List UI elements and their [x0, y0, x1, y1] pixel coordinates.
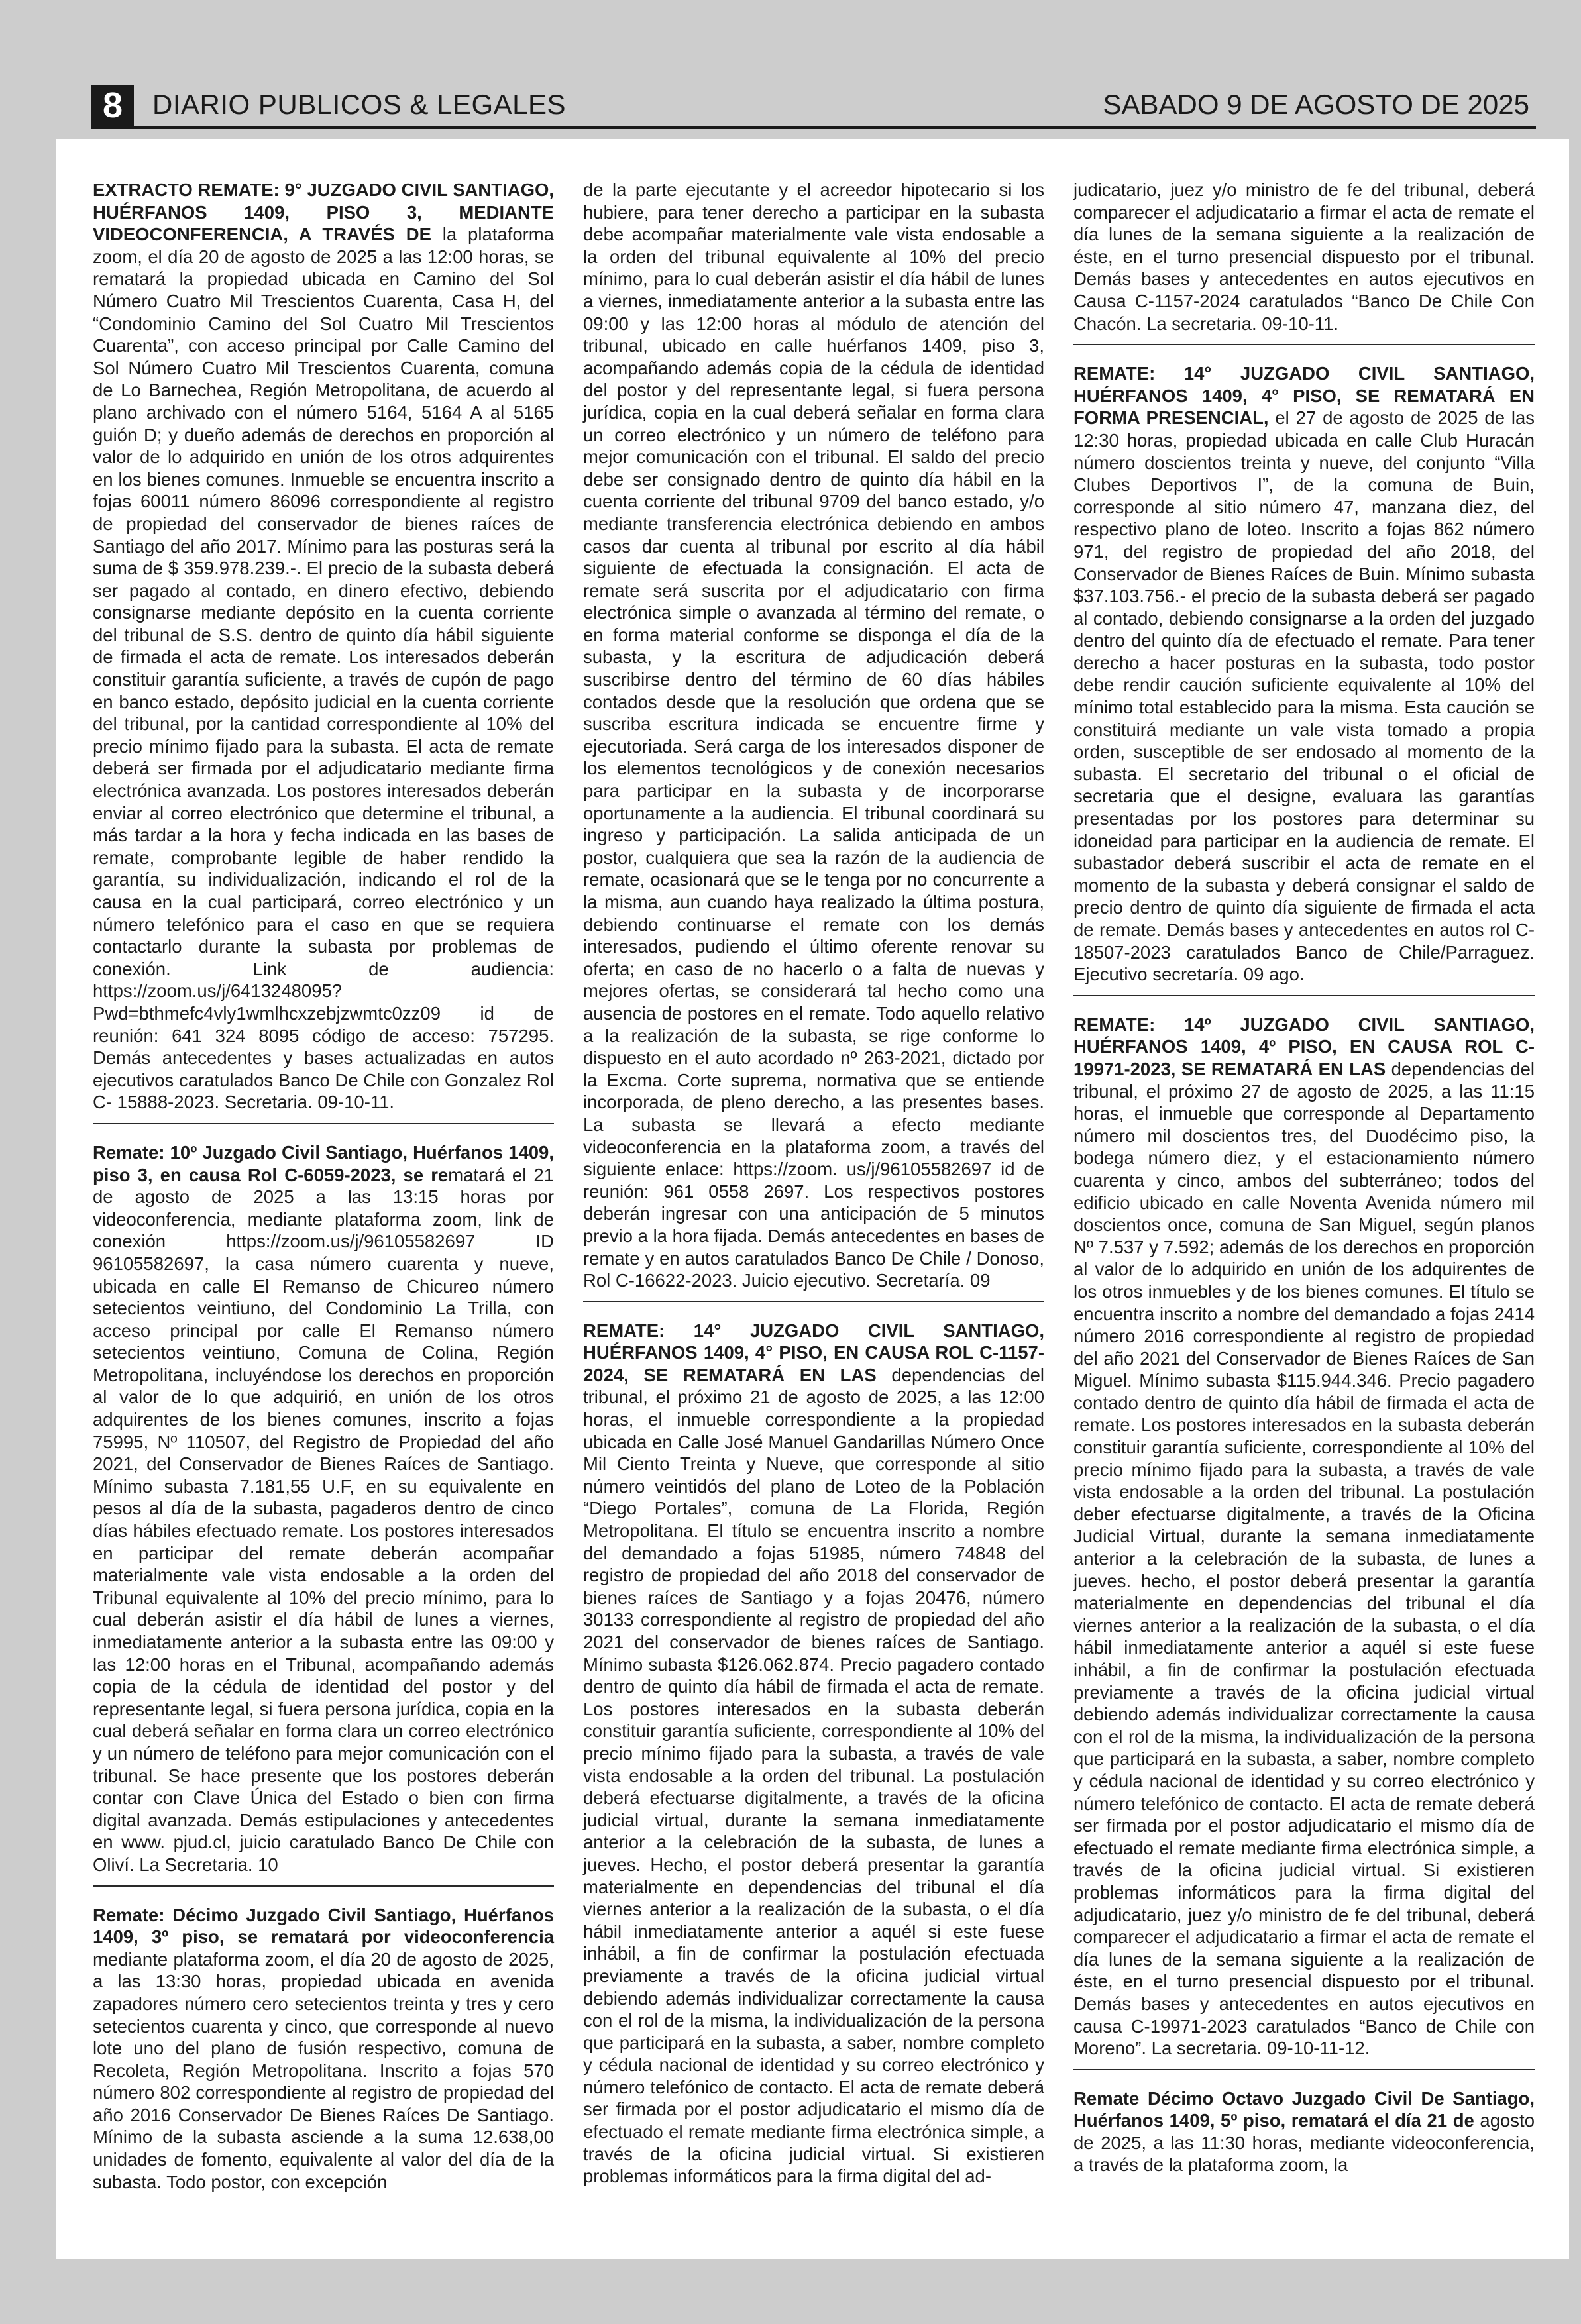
- notice-body: dependencias del tribunal, el próximo 27 de agosto de 2025, a las 11:15 horas, el inmueble que corresponde al Departamento número mil doscientos tres, del Duodécimo piso, la bodega número diez, y el estacionamiento número cuarenta y cinco, ambos del subterráneo; todos del edificio ubicado en calle Noventa Avenida número mil doscientos once, comuna de San Miguel, según planos Nº 7.537 y 7.592; además de los derechos en proporción al valor de lo adquirido en unión de los adquirentes de los otros inmuebles y de los bienes comunes. El título se encuentra inscrito a nombre del demandado a fojas 2414 número 2016 correspondiente al registro de propiedad del año 2021 del Conservador de Bienes Raíces de San Miguel. Mínimo subasta $115.944.346. Precio pagadero contado dentro de quinto día hábil de firmada el acta de remate. Los postores interesados en la subasta deberán constituir garantía suficiente, correspondiente al 10% del precio mínimo fijado para la subasta, a través de vale vista endosable a la orden del tribunal. La postulación deber efectuarse digitalmente, a través de la Oficina Judicial Virtual, durante la semana inmediatamente anterior a la celebración de la subasta, de lunes a jueves. hecho, el postor deberá presentar la garantía materialmente en dependencias del tribunal el día viernes anterior a la realización de la subasta, o el día hábil inmediatamente anterior a aquél si este fuese inhábil, a fin de confirmar la postulación efectuada previamente a través de la oficina judicial virtual debiendo además individualizar correctamente la causa con el rol de la misma, la individualización de la persona que participará en la subasta, a saber, nombre completo y cédula nacional de identidad y su correo electrónico y número telefónico de contacto. El acta de remate deberá ser firmada por el postor adjudicatario el mismo día de efectuado el remate mediante firma electrónica simple, a través de la oficina judicial virtual. Si existieren problemas informáticos para la firma digital del adjudicatario, juez y/o ministro de fe del tribunal, deberá comparecer el adjudicatario a firmar el acta de remate el día lunes de la semana siguiente a la realización de éste, en el turno presencial dispuesto por el tribunal. Demás bases y antecedentes en autos ejecutivos en causa C-19971-2023 caratulados “Banco de Chile con Moreno”. La secretaria. 09-10-11-12.: [1073, 1058, 1535, 2059]
- notice-separator: [1073, 995, 1535, 996]
- notice-continuation: [583, 179, 1044, 1292]
- notice-separator: [583, 1301, 1044, 1302]
- notice-separator: [93, 1885, 554, 1887]
- column-2: [583, 179, 1044, 2194]
- notice-heading: EXTRACTO REMATE: 9° JUZGADO CIVIL SANTIAGO, HUÉRFANOS 1409, PISO 3, MEDIANTE VIDEOCONFERENCIA, A TRAVÉS DE: [93, 180, 554, 245]
- notice-heading: REMATE: 14º JUZGADO CIVIL SANTIAGO, HUÉRFANOS 1409, 4º PISO, EN CAUSA ROL C-19971-2023, SE REMATARÁ EN LAS: [1073, 1014, 1535, 1079]
- notice-14-juzgado-san-miguel: [1073, 1014, 1535, 2060]
- notice-heading: REMATE: 14° JUZGADO CIVIL SANTIAGO, HUÉRFANOS 1409, 4° PISO, EN CAUSA ROL C-1157-2024, SE REMATARÁ EN LAS: [583, 1320, 1044, 1385]
- notice-body: el 27 de agosto de 2025 de las 12:30 horas, propiedad ubicada en calle Club Huracán número doscientos treinta y nueve, del conjunto “Villa Clubes Deportivos I”, de la comuna de Buin, corresponde al sitio número 47, manzana diez, del respectivo plano de loteo. Inscrito a fojas 862 número 971, del registro de propiedad del año 2018, del Conservador de Bienes Raíces de Buin. Mínimo subasta $37.103.756.- el precio de la subasta deberá ser pagado al contado, debiendo consignarse a la orden del juzgado dentro del quinto día de efectuado el remate. Para tener derecho a hacer posturas en la subasta, todo postor debe rendir caución suficiente equivalente al 10% del mínimo total establecido para la misma. Esta caución se constituirá mediante un vale vista tomado a propia orden, susceptible de ser endosado al momento de la subasta. El secretario del tribunal o el oficial de secretaria que el designe, evaluara las garantías presentadas por los postores para determinar su idoneidad para participar en la audiencia de remate. El subastador deberá suscribir el acta de remate en el momento de la subasta y deberá consignar el saldo de precio dentro de quinto día siguiente de firmada el acta de remate. Demás bases y antecedentes en autos rol C-18507-2023 caratulados Banco de Chile/Parraguez. Ejecutivo secretaría. 09 ago.: [1073, 407, 1535, 985]
- masthead: [91, 85, 1536, 129]
- notice-14-juzgado-la-florida: [583, 1320, 1044, 2188]
- notice-9-juzgado: [93, 179, 554, 1114]
- notice-continuation: [1073, 179, 1535, 335]
- column-1: [93, 179, 554, 2199]
- notice-separator: [1073, 344, 1535, 345]
- publication-date: SABADO 9 DE AGOSTO DE 2025: [1103, 89, 1529, 120]
- notice-separator: [1073, 2069, 1535, 2070]
- page-number: 8: [91, 85, 134, 126]
- notice-10-juzgado-recoleta: [93, 1904, 554, 2193]
- notice-18-juzgado: [1073, 2087, 1535, 2176]
- notice-separator: [93, 1123, 554, 1124]
- notices-sheet: [56, 139, 1569, 2259]
- notice-body: judicatario, juez y/o ministro de fe del tribunal, deberá comparecer el adjudicatario a firmar el acta de remate el día lunes de la semana siguiente a la realización de éste, en el turno presencial dispuesto por el tribunal. Demás bases y antecedentes en autos ejecutivos en Causa C-1157-2024 caratulados “Banco De Chile Con Chacón. La secretaria. 09-10-11.: [1073, 180, 1535, 334]
- notice-heading: REMATE: 14° JUZGADO CIVIL SANTIAGO, HUÉRFANOS 1409, 4° PISO, SE REMATARÁ EN FORMA PRESENCIAL,: [1073, 363, 1535, 429]
- notice-body: matará el 21 de agosto de 2025 a las 13:15 horas por videoconferencia, mediante plataforma zoom, link de conexión https://zoom.us/j/96105582697 ID 96105582697, la casa número cuarenta y nueve, ubicada en calle El Remanso de Chicureo número setecientos veintiuno, del Condominio La Trilla, con acceso principal por calle El Remanso número setecientos veintiuno, Comuna de Colina, Región Metropolitana, incluyéndose los derechos en proporción al valor de lo que adquirió, en unión de los otros adquirentes de los bienes comunes, inscrito a fojas 75995, Nº 110507, del Registro de Propiedad del año 2021, del Conservador de Bienes Raíces de Santiago. Mínimo subasta 7.181,55 U.F, en su equivalente en pesos al día de la subasta, pagaderos dentro de cinco días hábiles efectuado remate. Los postores interesados en participar del remate deberán acompañar materialmente vale vista endosable a la orden del Tribunal equivalente al 10% del precio mínimo, para lo cual deberán asistir el día hábil de lunes a viernes, inmediatamente anterior a la subasta entre las 09:00 y las 12:00 horas en el Tribunal, acompañando además copia de la cédula de identidad del postor y del representante legal, si fuera persona jurídica, copia en la cual deberá señalar en forma clara un correo electrónico y un número de teléfono para mejor comunicación con el tribunal. Se hace presente que los postores deberán contar con Clave Única del Estado o bien con firma digital avanzada. Demás estipulaciones y antecedentes en www. pjud.cl, juicio caratulado Banco De Chile con Oliví. La Secretaria. 10: [93, 1164, 554, 1875]
- notice-heading: Remate Décimo Octavo Juzgado Civil De Santiago, Huérfanos 1409, 5º piso, rematará el día 21 de: [1073, 2087, 1535, 2131]
- notice-heading: Remate: Décimo Juzgado Civil Santiago, Huérfanos 1409, 3º piso, se rematará por videoconferencia: [93, 1904, 554, 1948]
- publication-name: DIARIO PUBLICOS & LEGALES: [152, 89, 567, 120]
- notice-10-juzgado-colina: [93, 1141, 554, 1876]
- notice-14-juzgado-buin: [1073, 362, 1535, 986]
- notice-body: la plataforma zoom, el día 20 de agosto de 2025 a las 12:00 horas, se rematará la propiedad ubicada en Camino del Sol Número Cuatro Mil Trescientos Cuarenta, Casa H, del “Condominio Camino del Sol Cuatro Mil Trescientos Cuarenta”, con acceso principal por Calle Camino del Sol Número Cuatro Mil Trescientos Cuarenta, comuna de Lo Barnechea, Región Metropolitana, de acuerdo al plano archivado con el número 5164, 5164 A al 5165 guión D; y dueño además de derechos en proporción al valor de lo adquirido en unión de los otros adquirentes en los bienes comunes. Inmueble se encuentra inscrito a fojas 60011 número 86096 correspondiente al registro de propiedad del conservador de bienes raíces de Santiago del año 2017. Mínimo para las posturas será la suma de $ 359.978.239.-. El precio de la subasta deberá ser pagado al contado, en dinero efectivo, debiendo consignarse mediante depósito en la cuenta corriente del tribunal de S.S. dentro de quinto día hábil siguiente de firmada el acta de remate. Los interesados deberán constituir garantía suficiente, a través de cupón de pago en banco estado, depósito judicial en la cuenta corriente del tribunal, por la cantidad correspondiente al 10% del precio mínimo fijado para la subasta. El acta de remate deberá ser firmada por el adjudicatario mediante firma electrónica avanzada. Los postores interesados deberán enviar al correo electrónico que determine el tribunal, a más tardar a la hora y fecha indicada en las bases de remate, comprobante legible de haber rendido la garantía, su individualización, indicando el rol de la causa en la cual participará, correo electrónico y un número telefónico para el caso en que se requiera contactarlo durante la subasta por problemas de conexión. Link de audiencia: https://zoom.us/j/6413248095?Pwd=bthmefc4vly1wmlhcxzebjzwmtc0zz09 id de reunión: 641 324 8095 código de acceso: 757295. Demás antecedentes y bases actualizadas en autos ejecutivos caratulados Banco De Chile con Gonzalez Rol C- 15888-2023. Secretaria. 09-10-11.: [93, 224, 554, 1113]
- notice-body: agosto de 2025, a las 11:30 horas, mediante videoconferencia, a través de la plataforma zoom, la: [1073, 2110, 1535, 2176]
- column-3: [1073, 179, 1535, 2183]
- notice-body: de la parte ejecutante y el acreedor hipotecario si los hubiere, para tener derecho a participar en la subasta debe acompañar materialmente vale vista endosable a la orden del tribunal equivalente al 10% del precio mínimo, para lo cual deberán asistir el día hábil de lunes a viernes, inmediatamente anterior a la subasta entre las 09:00 y las 12:00 horas al módulo de atención del tribunal, ubicado en calle huérfanos 1409, piso 3, acompañando además copia de la cédula de identidad del postor y del representante legal, si fuera persona jurídica, copia en la cual deberá señalar en forma clara un correo electrónico y un número de teléfono para mejor comunicación con el tribunal. El saldo del precio debe ser consignado dentro de quinto día hábil en la cuenta corriente del tribunal 9709 del banco estado, y/o mediante transferencia electrónica debiendo en ambos casos dar cuenta al tribunal por escrito al día hábil siguiente de efectuada la consignación. El acta de remate será suscrita por el adjudicatario con firma electrónica simple o avanzada al término del remate, o en forma material conforme se disponga el día de la subasta, y la escritura de adjudicación deberá suscribirse dentro del término de 60 días hábiles contados desde que la resolución que ordena que se suscriba escritura indicada se encuentre firme y ejecutoriada. Será carga de los interesados disponer de los elementos tecnológicos y de conexión necesarios para participar en la subasta y de incorporarse oportunamente a la audiencia. El tribunal coordinará su ingreso y participación. La salida anticipada de un postor, cualquiera que sea la razón de la audiencia de remate, ocasionará que se le tenga por no concurrente a la misma, aun cuando haya realizado la última postura, debiendo continuarse el remate con los demás interesados, pudiendo el último oferente renovar su oferta; en caso de no hacerlo o a falta de nuevas y mejores ofertas, se considerará tal hecho como una ausencia de postores en el remate. Todo aquello relativo a la realización de la subasta, se rige conforme lo dispuesto en el auto acordado nº 263-2021, dictado por la Excma. Corte suprema, normativa que se entiende incorporada, de pleno derecho, a las presentes bases. La subasta se llevará a efecto mediante videoconferencia en la plataforma zoom, a través del siguiente enlace: https://zoom. us/j/96105582697 id de reunión: 961 0558 2697. Los respectivos postores deberán ingresar con una anticipación de 5 minutos previo a la hora fijada. Demás antecedentes en bases de remate y en autos caratulados Banco De Chile / Donoso, Rol C-16622-2023. Juicio ejecutivo. Secretaría. 09: [583, 180, 1044, 1291]
- notice-heading: Remate: 10º Juzgado Civil Santiago, Huérfanos 1409, piso 3, en causa Rol C-6059-2023, se re: [93, 1141, 554, 1185]
- notice-body: mediante plataforma zoom, el día 20 de agosto de 2025, a las 13:30 horas, propiedad ubicada en avenida zapadores número cero setecientos treinta y tres y cero setecientos cuarenta y cinco, que corresponde al nuevo lote uno del plano de fusión respectivo, comuna de Recoleta, Región Metropolitana. Inscrito a fojas 570 número 802 correspondiente al registro de propiedad del año 2016 Conservador De Bienes Raíces De Santiago. Mínimo de la subasta asciende a la suma 12.638,00 unidades de fomento, equivalente al valor del día de la subasta. Todo postor, con excepción: [93, 1948, 554, 2192]
- notice-body: dependencias del tribunal, el próximo 21 de agosto de 2025, a las 12:00 horas, el inmueble correspondiente a la propiedad ubicada en Calle José Manuel Gandarillas Número Once Mil Ciento Treinta y Nueve, que corresponde al sitio número veintidós del plano de Loteo de la Población “Diego Portales”, comuna de La Florida, Región Metropolitana. El título se encuentra inscrito a nombre del demandado a fojas 51985, número 74848 del registro de propiedad del año 2018 del conservador de bienes raíces de Santiago y a fojas 20476, número 30133 correspondiente al registro de propiedad del año 2021 del conservador de bienes raíces de Santiago. Mínimo subasta $126.062.874. Precio pagadero contado dentro de quinto día hábil de firmada el acta de remate. Los postores interesados en la subasta deberán constituir garantía suficiente, correspondiente al 10% del precio mínimo fijado para la subasta, a través de vale vista endosable a la orden del tribunal. La postulación deberá efectuarse digitalmente, a través de la oficina judicial virtual, durante la semana inmediatamente anterior a la celebración de la subasta, de lunes a jueves. Hecho, el postor deberá presentar la garantía materialmente en dependencias del tribunal el día viernes anterior a la realización de la subasta, o el día hábil inmediatamente anterior a aquél si este fuese inhábil, a fin de confirmar la postulación efectuada previamente a través de la oficina judicial virtual debiendo además individualizar correctamente la causa con el rol de la misma, la individualización de la persona que participará en la subasta, a saber, nombre completo y cédula nacional de identidad y su correo electrónico y número telefónico de contacto. El acta de remate deberá ser firmada por el postor adjudicatario el mismo día de efectuado el remate mediante firma electrónica simple, a través de la oficina judicial virtual. Si existieren problemas informáticos para la firma digital del ad-: [583, 1364, 1044, 2187]
